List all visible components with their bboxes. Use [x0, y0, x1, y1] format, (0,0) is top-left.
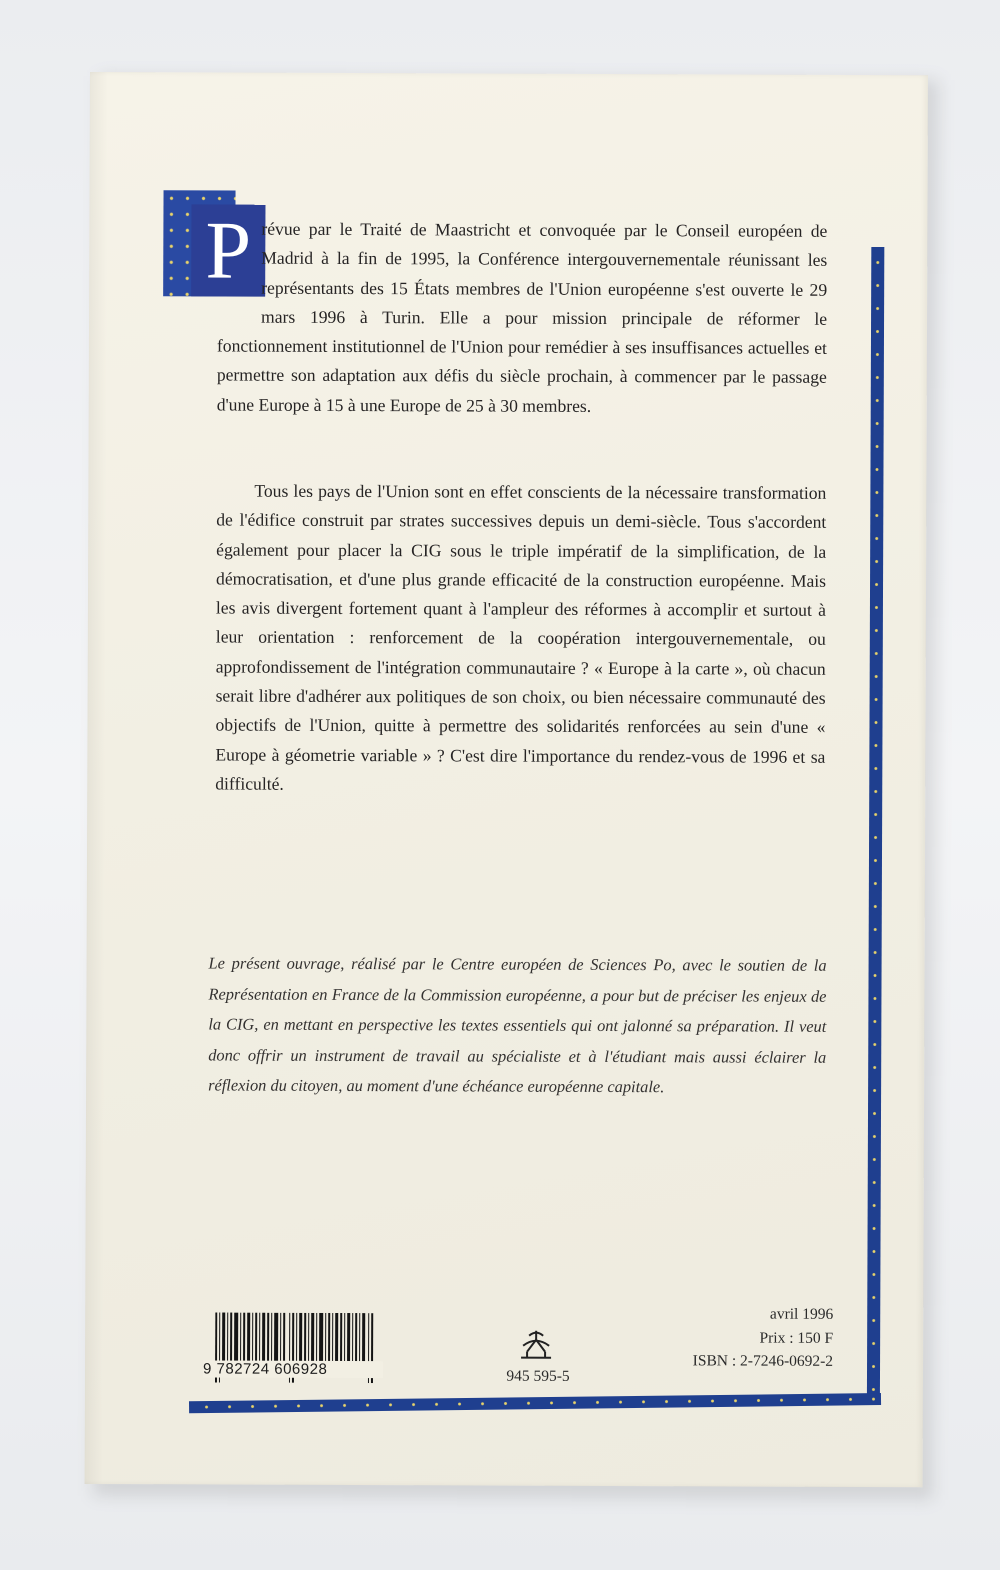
price: Prix : 150 F: [759, 1329, 834, 1347]
paragraph-1-text: révue par le Traité de Maastricht et convoquée par le Conseil européen de Madrid à la fin de 1995, la Conférence intergouvernementale réunissant les représentants des 15 États membres de l'Union européenne s'est ouverte le 29 mars 1996 à Turin. Elle a pour mission principale de réformer le fonctionnement institutionnel de l'Union pour remédier à ses insuffisances actuelles et permettre son adaptation aux défis du siècle prochain, à commencer par le passage d'une Europe à 15 à une Europe de 25 à 30 membres.: [216, 218, 828, 416]
spine-edge: [85, 72, 108, 1484]
publication-date: avril 1996: [769, 1305, 834, 1323]
barcode-digits: 9 782724 606928: [203, 1360, 383, 1378]
eu-star-band-right: [867, 247, 884, 1397]
publisher-logo-icon: [515, 1328, 557, 1362]
isbn: ISBN : 2-7246-0692-2: [692, 1352, 834, 1370]
drop-cap: P: [191, 204, 265, 296]
paragraph-2: Tous les pays de l'Union sont en effet conscients de la nécessaire transformation de l'édifice construit par strates successives depuis un demi-siècle. Tous s'accordent également pour placer la CIG sous le triple impératif de la simplification, de la démocratisation, et d'une plus grande efficacité de la construction européenne. Mais les avis divergent fortement quant à l'ampleur des réformes à accomplir et surtout à leur orientation : renforcement de la coopération intergouvernementale, ou approfondissement de l'intégration communautaire ? « Europe à la carte », où chacun serait libre d'adhérer aux politiques de son choix, ou bien nécessaire communauté des objectifs de l'Union, quitte à permettre des solidarités renforcées au sein d'une « Europe à géometrie variable » ? C'est dire l'importance du rendez-vous de 1996 et sa difficulté.: [215, 480, 827, 794]
book-back-cover: [85, 72, 928, 1487]
publisher-code: 945 595-5: [506, 1367, 570, 1385]
paragraph-1: [217, 214, 828, 421]
italic-blurb: Le présent ouvrage, réalisé par le Centre européen de Sciences Po, avec le soutien de la Représentation en France de la Commission européenne, a pour but de préciser les enjeux de la CIG, en mettant en perspective les textes essentiels qui ont jalonné sa préparation. Il veut donc offrir un instrument de travail au spécialiste et à l'étudiant mais aussi éclairer la réflexion du citoyen, au moment d'une échéance européenne capitale.: [208, 953, 827, 1097]
eu-star-band-bottom: [189, 1393, 881, 1413]
publication-info: [633, 1302, 833, 1373]
